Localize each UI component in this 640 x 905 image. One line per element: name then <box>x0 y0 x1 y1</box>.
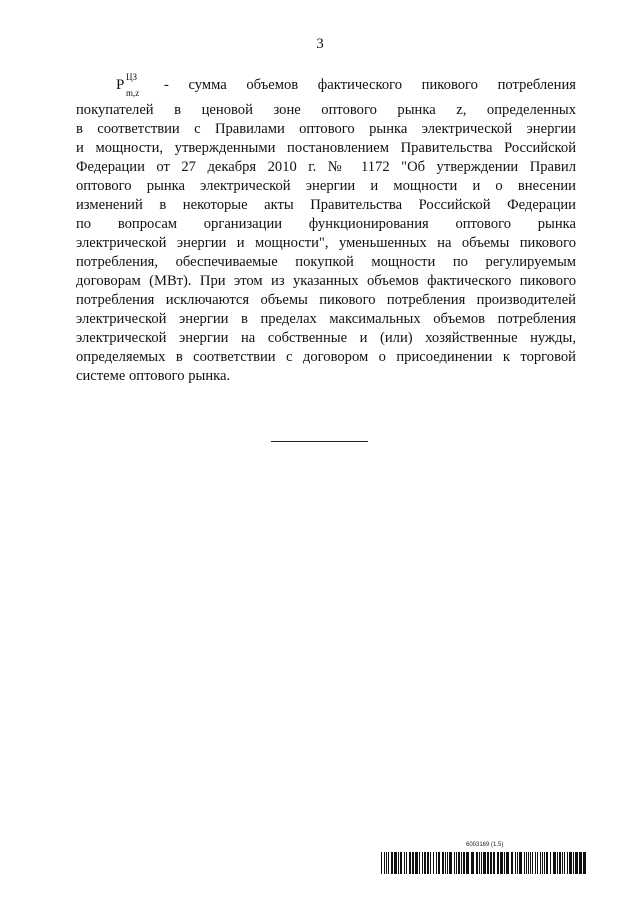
text-line: электрической энергии в пределах максимальных объемов потребления <box>76 311 576 327</box>
text-line: системе оптового рынка. <box>76 368 231 384</box>
definition-first-line <box>76 72 576 101</box>
formula-subscript: m,z <box>126 88 140 98</box>
text-line: потребления, обеспечиваемые покупкой мощности по регулируемым <box>76 254 576 270</box>
document-code: 6003169 (1.5) <box>466 842 504 848</box>
text-line: электрической энергии и мощности", уменьшенных на объемы пикового <box>76 235 576 251</box>
formula-superscript: ЦЗ <box>126 72 138 82</box>
separator-line <box>271 441 368 442</box>
text-line: электрической энергии на собственные и (или) хозяйственные нужды, <box>76 330 576 346</box>
text-line: договорам (МВт). При этом из указанных объемов фактического пикового <box>76 273 576 289</box>
formula-symbol: P ЦЗ m,z <box>116 76 156 95</box>
text-line: в соответствии с Правилами оптового рынка электрической энергии <box>76 121 576 137</box>
text-line: покупателей в ценовой зоне оптового рынка z, определенных <box>76 102 576 118</box>
text-line: - сумма объемов фактического пикового потребления <box>164 77 576 93</box>
text-line: потребления исключаются объемы пикового потребления производителей <box>76 292 576 308</box>
page-number: 3 <box>316 36 324 52</box>
text-line: определяемых в соответствии с договором о присоединении к торговой <box>76 349 576 365</box>
text-line: Федерации от 27 декабря 2010 г. № 1172 "Об утверждении Правил <box>76 159 576 175</box>
text-line: и мощности, утвержденными постановлением Правительства Российской <box>76 140 576 156</box>
definition-paragraph <box>76 72 576 386</box>
text-line: изменений в некоторые акты Правительства Российской Федерации <box>76 197 576 213</box>
text-line: по вопросам организации функционирования оптового рынка <box>76 216 576 232</box>
barcode-icon <box>381 852 586 874</box>
text-line: оптового рынка электрической энергии и мощности и о внесении <box>76 178 576 194</box>
